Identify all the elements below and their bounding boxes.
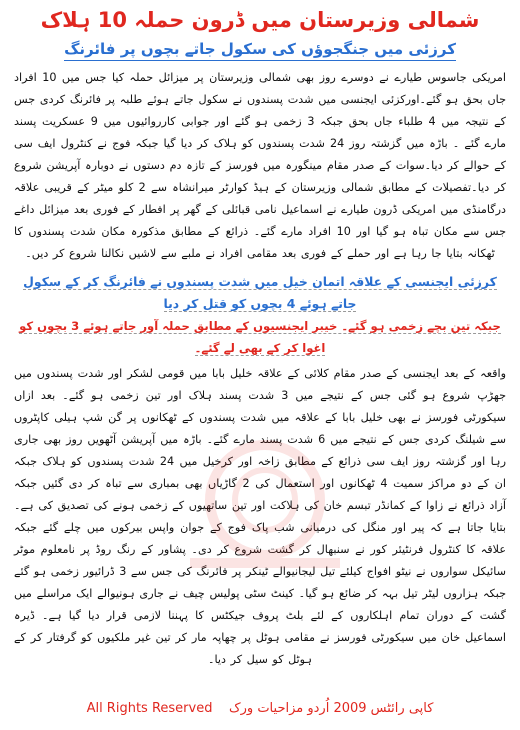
copyright-footer <box>0 701 520 716</box>
article-headline: شمالی وزیرستان میں ڈرون حملہ 10 ہلاک <box>40 8 480 32</box>
copyright-urdu: کاپی رائٹس 2009 اُردو مزاحیات ورک <box>229 701 434 716</box>
article-subheadline: کرزئی میں جنگجوؤں کی سکول جاتے بچوں پر فائرنگ <box>64 38 456 61</box>
highlight-line-1 <box>14 271 506 315</box>
article-paragraph-2: واقعہ کے بعد ایجنسی کے صدر مقام کلائی کے علاقہ خلیل بابا میں قومی لشکر اور شدت پسندوں میں جھڑپ شروع ہو گئی جس کے نتیجے میں 3 شدت پسند ہلاک اور تین زخمی ہو گئے۔ بعد ازاں سیکورٹی فورسز نے بھی خلیل بابا کے علاقہ میں شدت پسندوں کے ٹھکانوں پر گن شپ ہیلی کاپٹروں سے شیلنگ کردی جس کے نتیجے میں 6 شدت پسند مارے گئے۔ باڑہ میں آپریشن آٹھویں روز بھی جاری رہا اور گزشتہ روز ایف سی ذرائع کے مطابق زاخہ اور کرخیل میں 24 شدت پسندوں کو ہلاک جبکہ ان کے دو مراکز سمیت 4 ٹھکانوں اور استعمال کی 2 گاڑیاں بھی بمباری سے تباہ کر دی گئیں جبکہ آزاد ذرائع نے زاوا کے کمانڈر تبسم خان کی ہلاکت اور تین ساتھیوں کے زخمی ہونے کی تصدیق کی ہے۔ بتایا جاتا ہے کہ پیر اور منگل کی درمیانی شب پاک فوج کے جوان واپس بیرکوں میں چلے گئے جبکہ علاقہ کا کنٹرول فرنٹیئر کور نے سنبھال کر گشت شروع کر دی۔ پشاور کے رنگ روڈ پر نامعلوم موٹر سائیکل سواروں نے نیٹو افواج کیلئے تیل لیجانیوالے ٹینکر پر فائرنگ کی جس سے 3 ڈرائیور زخمی ہو گئے جبکہ ہزاروں لیٹر تیل بہہ کر ضائع ہو گیا۔ کینٹ سٹی پولیس چیف نے جاری ہونیوالے ایک مراسلے میں گشت کے دوران تمام اہلکاروں کے لئے بلٹ پروف جیکٹس کا پہننا لازمی قرار دیا گیا ہے۔ ڈیرہ اسماعیل خان میں سیکورٹی فورسز نے مقامی ہوٹل پر چھاپہ مار کر تین غیر ملکیوں کو گرفتار کر کے ہوٹل کو سیل کر دیا۔ <box>14 367 506 666</box>
highlight-line-2 <box>14 315 506 359</box>
copyright-english: All Rights Reserved <box>86 701 213 716</box>
highlight-text-2: جبکہ تین بچے زخمی ہو گئے۔ خیبر ایجنسیوں کے مطابق حملہ آور جاتے ہوئے 3 بچوں کو اغوا کر کے بھی لے گئے۔ <box>19 319 501 355</box>
subheadline-container <box>14 38 506 61</box>
article-paragraph-1: امریکی جاسوس طیارے نے دوسرے روز بھی شمالی وزیرستان پر میزائل حملہ کیا جس میں 10 افراد جاں بحق ہو گئے۔اورکزئی ایجنسی میں شدت پسندوں نے سکول جاتے ہوئے طلبہ پر فائرنگ کردی جس کے نتیجہ میں 4 طلباء جاں بحق جبکہ 3 زخمی ہو گئے اور جوابی کارروائیوں میں 9 عسکریت پسند مارے گئے ۔ باڑہ میں گزشتہ روز 24 شدت پسندوں کو ہلاک کر دیا گیا جبکہ فوج نے کنٹرول ایف سی کے حوالے کر دیا۔سوات کے صدر مقام مینگورہ میں فورسز کے تازہ دم دستوں نے دوبارہ آپریشن شروع کر دیا۔تفصیلات کے مطابق شمالی وزیرستان کے ہیڈ کوارٹر میرانشاہ سے 2 کلو میٹر کے قریبی علاقہ درگامنڈی میں امریکی ڈرون طیارے نے اسماعیل نامی قبائلی کے گھر پر افطار کے فوری بعد میزائل داغے جس سے مکان تباہ ہو گیا اور 10 افراد مارے گئے۔ ذرائع کے مطابق مذکورہ مکان شدت پسندوں کا ٹھکانہ بتایا جا رہا ہے اور حملے کے فوری بعد مقامی افراد نے ملبے سے لاشیں نکالنا شروع کر دیں۔ <box>14 71 507 260</box>
highlight-text-1: کرزئی ایجنسی کے علاقہ اتمان خیل میں شدت پسندوں نے فائرنگ کر کے سکول جاتے ہوئے 4 بچوں کو قتل کر دیا <box>23 274 497 311</box>
